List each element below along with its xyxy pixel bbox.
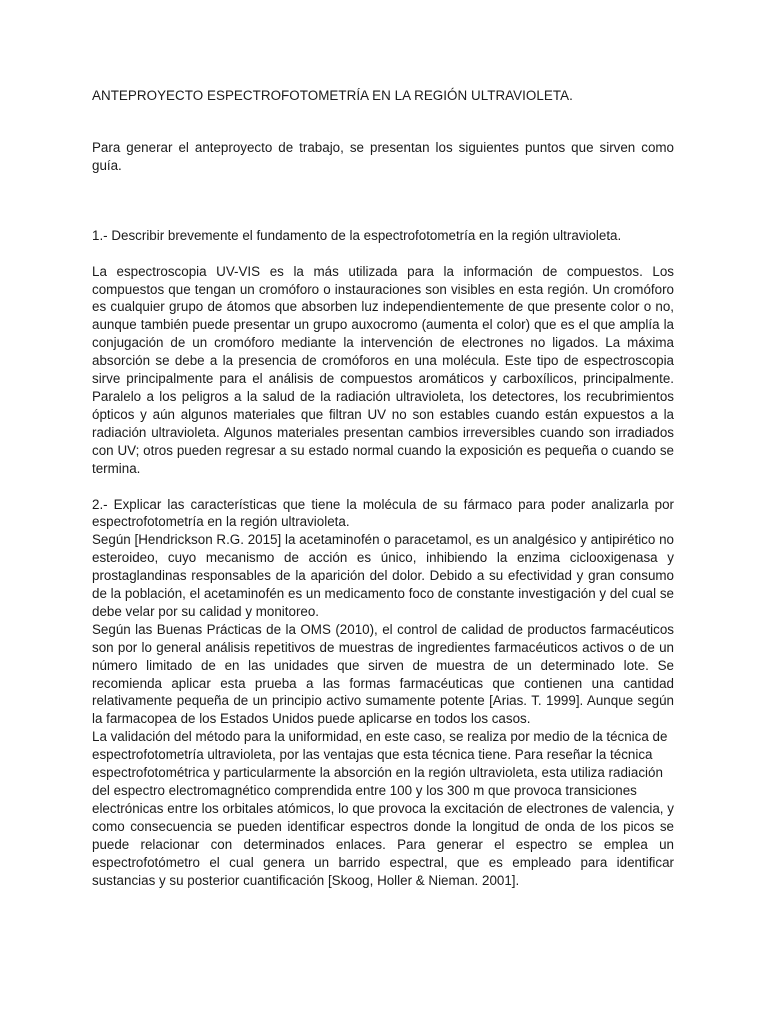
- intro-paragraph: Para generar el anteproyecto de trabajo, se presentan los siguientes puntos que sirven como guía.: [92, 139, 674, 173]
- section-2-paragraph-4: electrónicas entre los orbitales atómicos, lo que provoca la excitación de electrones de valencia, y como consecuencia se pueden identificar espectros donde la longitud de onda de los picos se puede relacionar con determinados enlaces. Para generar el espectro se emplea un espectrofotómetro el cual genera un barrido espectral, que es empleado para identificar sustancias y su posterior cuantificación [Skoog, Holler & Nieman. 2001].: [92, 800, 674, 888]
- section-2-paragraph-1: Según [Hendrickson R.G. 2015] la acetaminofén o paracetamol, es un analgésico y antipirético no esteroideo, cuyo mecanismo de acción es único, inhibiendo la enzima ciclooxigenasa y prostaglandinas responsables de la aparición del dolor. Debido a su efectividad y gran consumo de la población, el acetaminofén es un medicamento foco de constante investigación y del cual se debe velar por su calidad y monitoreo.: [92, 532, 674, 619]
- section-2-heading: 2.- Explicar las características que tiene la molécula de su fármaco para poder analizarla por espectrofotometría en la región ultravioleta.: [92, 496, 674, 530]
- section-1-body: La espectroscopia UV-VIS es la más utilizada para la información de compuestos. Los compuestos que tengan un cromóforo o instauraciones son visibles en esta región. Un cromóforo es cualquier grupo de átomos que absorben luz independientemente de que presente color o no, aunque también puede presentar un grupo auxocromo (aumenta el color) que es el que amplía la conjugación de un cromóforo mediante la intervención de electrones no ligados. La máxima absorción se debe a la presencia de cromóforos en una molécula. Este tipo de espectroscopia sirve principalmente para el análisis de compuestos aromáticos y carboxílicos, principalmente. Paralelo a los peligros a la salud de la radiación ultravioleta, los detectores, los recubrimientos ópticos y aún algunos materiales que filtran UV no son estables cuando están expuestos a la radiación ultravioleta. Algunos materiales presentan cambios irreversibles cuando son irradiados con UV; otros pueden regresar a su estado normal cuando la exposición es pequeña o cuando se termina.: [92, 263, 674, 476]
- section-2-paragraph-3: La validación del método para la uniformidad, en este caso, se realiza por medio de la técnica de espectrofotometría ultravioleta, por las ventajas que esta técnica tiene. Para reseñar la técnica espectrofotométrica y particularmente la absorción en la región ultravioleta, esta utiliza radiación del espectro electromagnético comprendida entre 100 y los 300 m que provoca transiciones: [92, 729, 668, 798]
- section-1-heading: 1.- Describir brevemente el fundamento de la espectrofotometría en la región ultravioleta.: [92, 227, 622, 243]
- document-page: [92, 87, 674, 889]
- section-2-paragraph-2: Según las Buenas Prácticas de la OMS (2010), el control de calidad de productos farmacéuticos son por lo general análisis repetitivos de muestras de ingredientes farmacéuticos activos o de un número limitado de en las unidades que sirven de muestra de un determinado lote. Se recomienda aplicar esta prueba a las formas farmacéuticas que contienen una cantidad relativamente pequeña de un principio activo sumamente potente [Arias. T. 1999]. Aunque según la farmacopea de los Estados Unidos puede aplicarse en todos los casos.: [92, 621, 674, 727]
- document-title: ANTEPROYECTO ESPECTROFOTOMETRÍA EN LA REGIÓN ULTRAVIOLETA.: [92, 88, 573, 103]
